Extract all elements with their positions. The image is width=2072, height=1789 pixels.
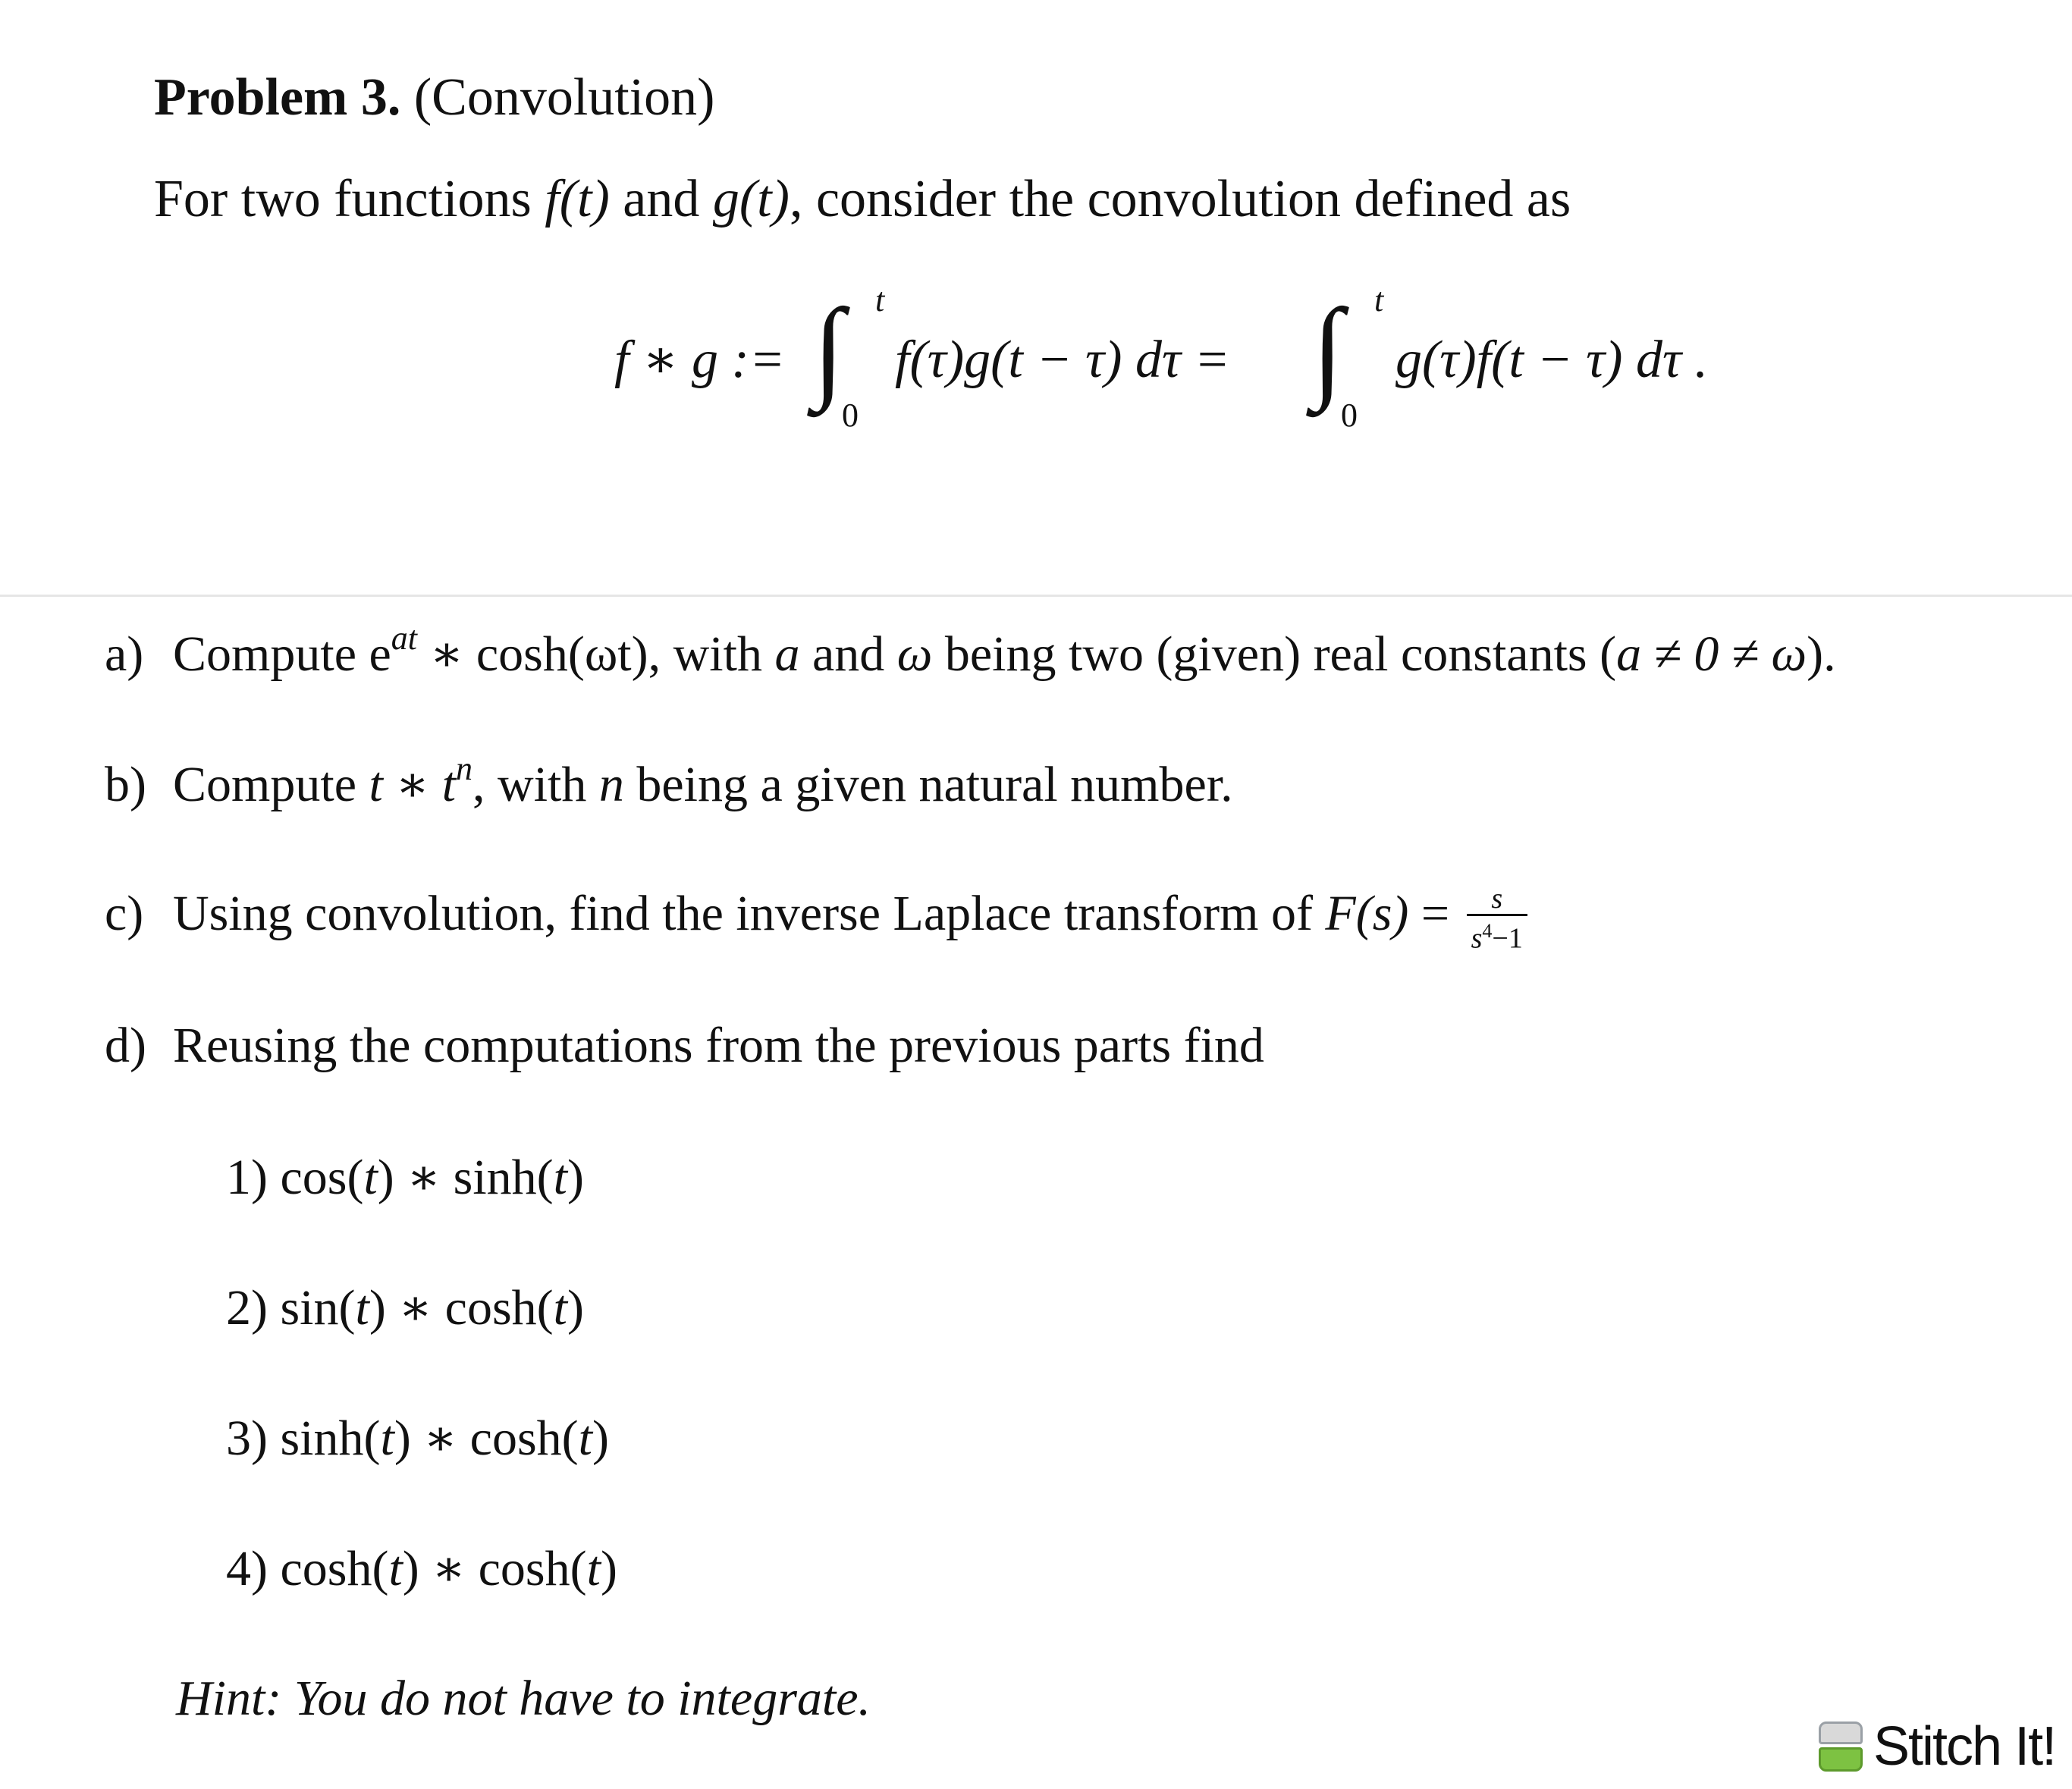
item-label: 4)	[226, 1541, 268, 1596]
item-expr-a: sinh(	[280, 1411, 381, 1466]
integral-sign-1: ∫	[813, 286, 845, 412]
denominator-base: s	[1471, 922, 1483, 955]
denominator-tail: −1	[1492, 922, 1523, 955]
part-a-text-4: being two (given) real constants (	[932, 626, 1617, 682]
part-a-text-1: Compute e	[173, 626, 391, 682]
part-a	[105, 620, 1836, 694]
list-item	[226, 1535, 617, 1603]
part-a-var-a: a	[774, 626, 800, 682]
item-expr-c: )	[567, 1150, 584, 1205]
integrand-1: f(τ)g(t − τ) dτ =	[895, 331, 1230, 389]
part-a-var-omega: ω	[896, 626, 933, 682]
item-var-b: t	[553, 1280, 567, 1335]
part-b-text-2: , with	[472, 757, 599, 812]
fraction-numerator: s	[1467, 884, 1527, 916]
part-a-label: a)	[105, 626, 144, 682]
lower-limit-2: 0	[1341, 397, 1358, 434]
part-c-text-1: Using convolution, find the inverse Laplace transform of	[173, 886, 1326, 941]
item-label: 1)	[226, 1150, 268, 1205]
item-var-b: t	[553, 1150, 567, 1205]
item-label: 2)	[226, 1280, 268, 1335]
item-expr-b: ) ∗ sinh(	[377, 1150, 554, 1205]
problem-label: Problem 3.	[154, 68, 401, 127]
problem-title	[154, 64, 714, 132]
badge-label: Stitch It!	[1873, 1716, 2056, 1777]
item-expr-a: sin(	[280, 1280, 356, 1335]
part-a-text-5: ).	[1807, 626, 1836, 682]
list-item	[226, 1274, 584, 1342]
part-b-var-n: n	[598, 757, 624, 812]
equation-lhs: f ∗ g :=	[614, 331, 786, 389]
item-var-a: t	[363, 1150, 378, 1205]
upper-limit-2: t	[1374, 281, 1384, 319]
part-b-text-1: Compute	[173, 757, 369, 812]
item-expr-b: ) ∗ cosh(	[402, 1541, 587, 1596]
list-item	[226, 1144, 584, 1212]
item-label: 3)	[226, 1411, 268, 1466]
part-d	[105, 1012, 1264, 1080]
fraction-denominator	[1467, 916, 1527, 954]
stitch-it-badge[interactable]	[1819, 1712, 2055, 1781]
part-c-fraction	[1467, 884, 1527, 954]
part-c-label: c)	[105, 886, 144, 941]
item-expr-b: ) ∗ cosh(	[394, 1411, 579, 1466]
part-c-function: F(s)	[1325, 886, 1409, 941]
section-divider	[0, 595, 2072, 597]
part-d-text: Reusing the computations from the previous parts find	[173, 1018, 1264, 1073]
part-a-exponent: at	[391, 620, 418, 657]
part-b-text-3: being a given natural number.	[623, 757, 1233, 812]
item-var-b: t	[578, 1411, 592, 1466]
problem-topic: (Convolution)	[413, 68, 715, 127]
list-item	[226, 1405, 609, 1473]
part-b-label: b)	[105, 757, 146, 812]
upper-limit-1: t	[875, 281, 885, 319]
lower-limit-1: 0	[842, 397, 859, 434]
hint-text: Hint: You do not have to integrate.	[176, 1671, 871, 1726]
part-a-text-3: and	[799, 626, 897, 682]
intro-g: g(t)	[712, 170, 790, 228]
integrand-2: g(τ)f(t − τ) dτ .	[1395, 331, 1709, 389]
part-c	[105, 880, 1527, 953]
item-expr-a: cosh(	[280, 1541, 389, 1596]
item-expr-c: )	[567, 1280, 584, 1335]
item-var-a: t	[388, 1541, 403, 1596]
intro-f: f(t)	[545, 170, 610, 228]
integral-sign-2: ∫	[1312, 286, 1344, 412]
part-b-expr: t ∗ t	[369, 757, 457, 812]
item-expr-b: ) ∗ cosh(	[369, 1280, 554, 1335]
item-var-b: t	[586, 1541, 601, 1596]
part-a-text-2: ∗ cosh(ωt), with	[417, 626, 775, 682]
intro-line	[154, 165, 1571, 234]
item-expr-c: )	[592, 1411, 609, 1466]
part-b	[105, 751, 1233, 824]
stitch-it-logo-icon	[1819, 1722, 1863, 1772]
item-expr-c: )	[600, 1541, 617, 1596]
part-b-exponent: n	[456, 750, 473, 787]
item-var-a: t	[380, 1411, 394, 1466]
part-d-label: d)	[105, 1018, 146, 1073]
denominator-exponent: 4	[1482, 919, 1493, 942]
item-var-a: t	[355, 1280, 369, 1335]
intro-and: and	[609, 170, 713, 228]
intro-lead: For two functions	[154, 170, 545, 228]
item-expr-a: cos(	[280, 1150, 364, 1205]
part-c-equals: =	[1408, 886, 1462, 941]
part-a-condition: a ≠ 0 ≠ ω	[1616, 626, 1807, 682]
intro-tail: , consider the convolution defined as	[789, 170, 1571, 228]
